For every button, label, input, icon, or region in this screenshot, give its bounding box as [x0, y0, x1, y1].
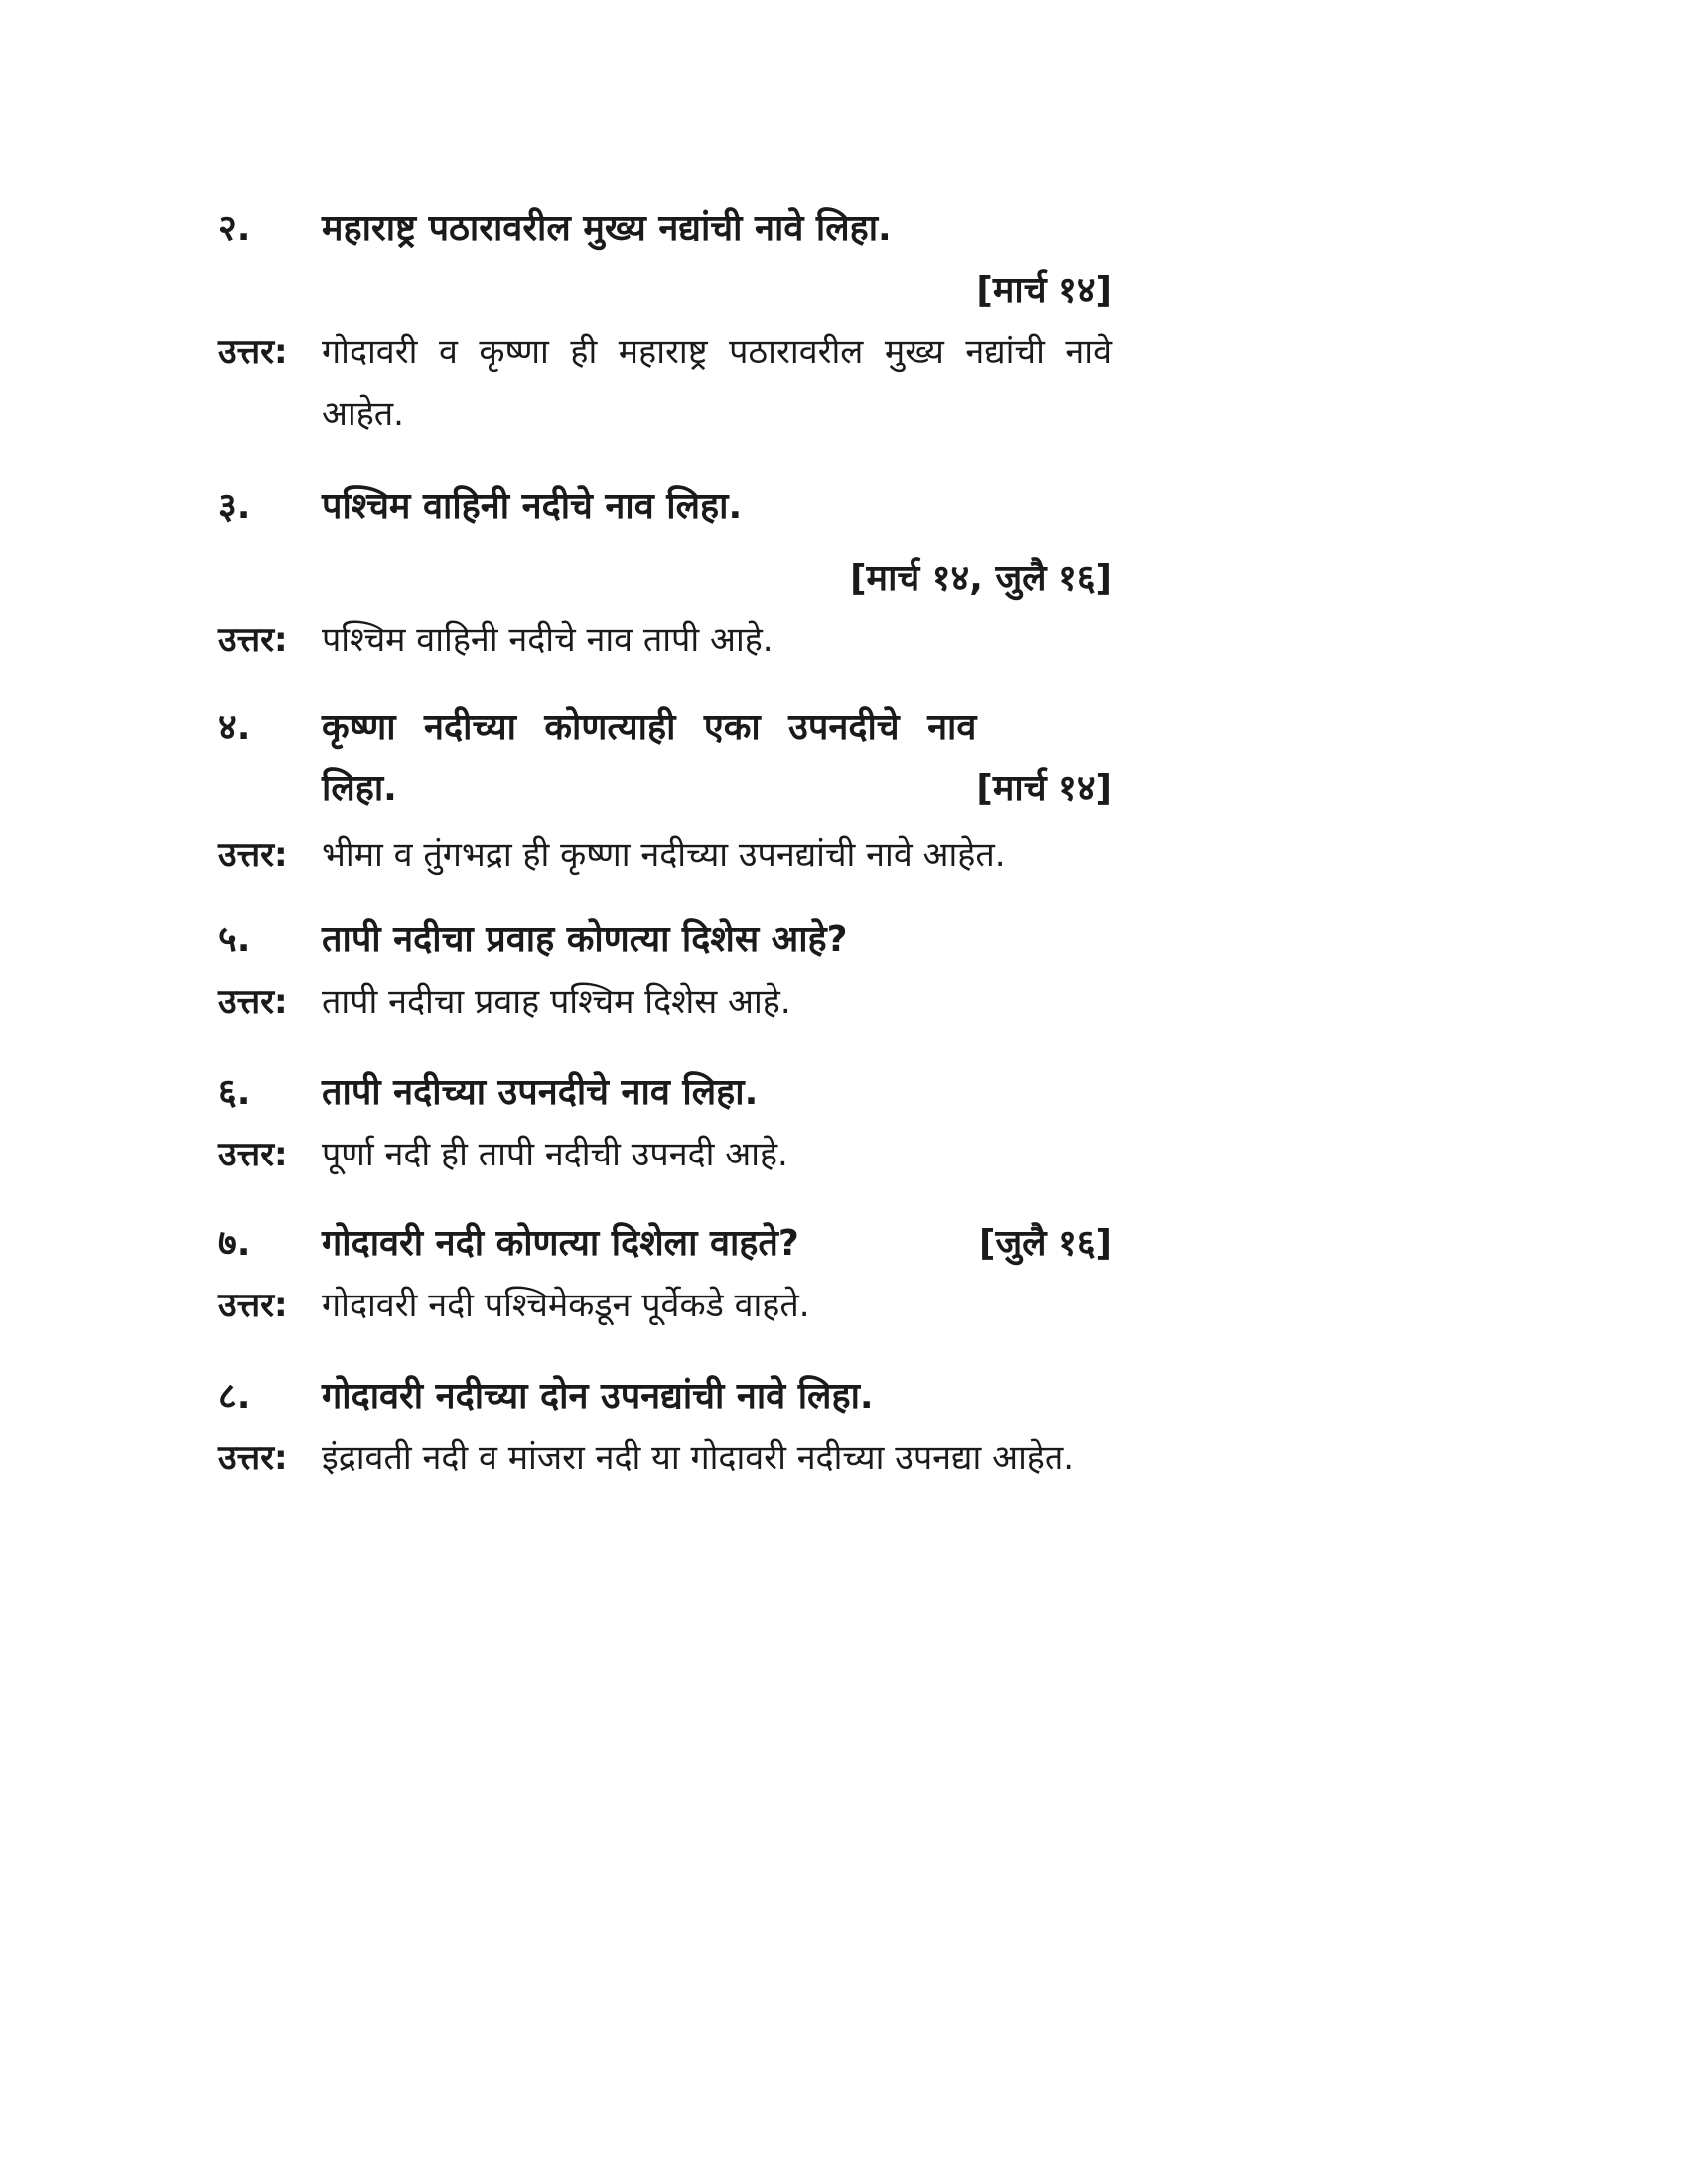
answer-row	[218, 971, 1112, 1032]
answer-row	[218, 1428, 1112, 1489]
answer-row	[218, 1124, 1112, 1185]
question-row	[218, 909, 1112, 971]
question-text: गोदावरी नदीच्या दोन उपनद्यांची नावे लिहा.	[322, 1376, 874, 1417]
question-number: ३.	[218, 486, 251, 527]
answer-label: उत्तर:	[218, 835, 288, 875]
qa-item-2	[218, 199, 1112, 445]
question-text: तापी नदीच्या उपनदीचे नाव लिहा.	[322, 1072, 759, 1113]
answer-row	[218, 322, 1112, 445]
answer-label: उत्तर:	[218, 1286, 288, 1325]
answer-text: पूर्णा नदी ही तापी नदीची उपनदी आहे.	[322, 1135, 788, 1174]
exam-reference: [मार्च १४, जुलै १६]	[850, 558, 1112, 599]
question-number: ८.	[218, 1376, 251, 1417]
question-number: ७.	[218, 1223, 251, 1264]
answer-text: तापी नदीचा प्रवाह पश्चिम दिशेस आहे.	[322, 982, 791, 1022]
answer-label: उत्तर:	[218, 620, 288, 660]
answer-label: उत्तर:	[218, 1135, 288, 1174]
question-number: ६.	[218, 1072, 251, 1113]
exam-reference: [मार्च १४]	[976, 270, 1112, 311]
question-text: तापी नदीचा प्रवाह कोणत्या दिशेस आहे?	[322, 919, 848, 960]
qa-item-3	[218, 477, 1112, 671]
question-row	[218, 477, 1112, 538]
qa-item-4	[218, 697, 1112, 886]
answer-text: पश्चिम वाहिनी नदीचे नाव तापी आहे.	[322, 620, 774, 660]
question-row	[218, 199, 1112, 260]
question-number: ५.	[218, 919, 251, 960]
answer-text: गोदावरी नदी पश्चिमेकडून पूर्वेकडे वाहते.	[322, 1286, 810, 1325]
question-text	[322, 1213, 1112, 1275]
qa-item-7	[218, 1213, 1112, 1336]
answer-label: उत्तर:	[218, 333, 288, 372]
answer-row	[218, 1275, 1112, 1336]
answer-label: उत्तर:	[218, 982, 288, 1022]
exam-reference: [मार्च १४]	[976, 768, 1112, 809]
qa-item-8	[218, 1366, 1112, 1489]
question-row	[218, 697, 1112, 820]
answer-text: इंद्रावती नदी व मांजरा नदी या गोदावरी नदीच्या उपनद्या आहेत.	[322, 1438, 1075, 1478]
answer-label: उत्तर:	[218, 1438, 288, 1478]
answer-text: गोदावरी व कृष्णा ही महाराष्ट्र पठारावरील मुख्य नद्यांची नावे आहेत.	[322, 333, 1112, 434]
question-text	[322, 697, 1112, 820]
question-row	[218, 1366, 1112, 1428]
question-number: २.	[218, 208, 251, 249]
answer-row	[218, 610, 1112, 671]
question-number: ४.	[218, 707, 251, 748]
exam-reference: [जुलै १६]	[979, 1223, 1112, 1264]
question-text: महाराष्ट्र पठारावरील मुख्य नद्यांची नावे लिहा.	[322, 208, 892, 249]
question-row	[218, 1062, 1112, 1124]
answer-text: भीमा व तुंगभद्रा ही कृष्णा नदीच्या उपनद्यांची नावे आहेत.	[322, 835, 1006, 875]
qa-item-6	[218, 1062, 1112, 1185]
question-text-content: गोदावरी नदी कोणत्या दिशेला वाहते?	[322, 1223, 799, 1264]
answer-row	[218, 824, 1112, 886]
question-text: पश्चिम वाहिनी नदीचे नाव लिहा.	[322, 486, 743, 527]
qa-item-5	[218, 909, 1112, 1032]
question-row	[218, 1213, 1112, 1275]
question-text-content: कृष्णा नदीच्या कोणत्याही एका उपनदीचे नाव लिहा.	[322, 707, 977, 809]
